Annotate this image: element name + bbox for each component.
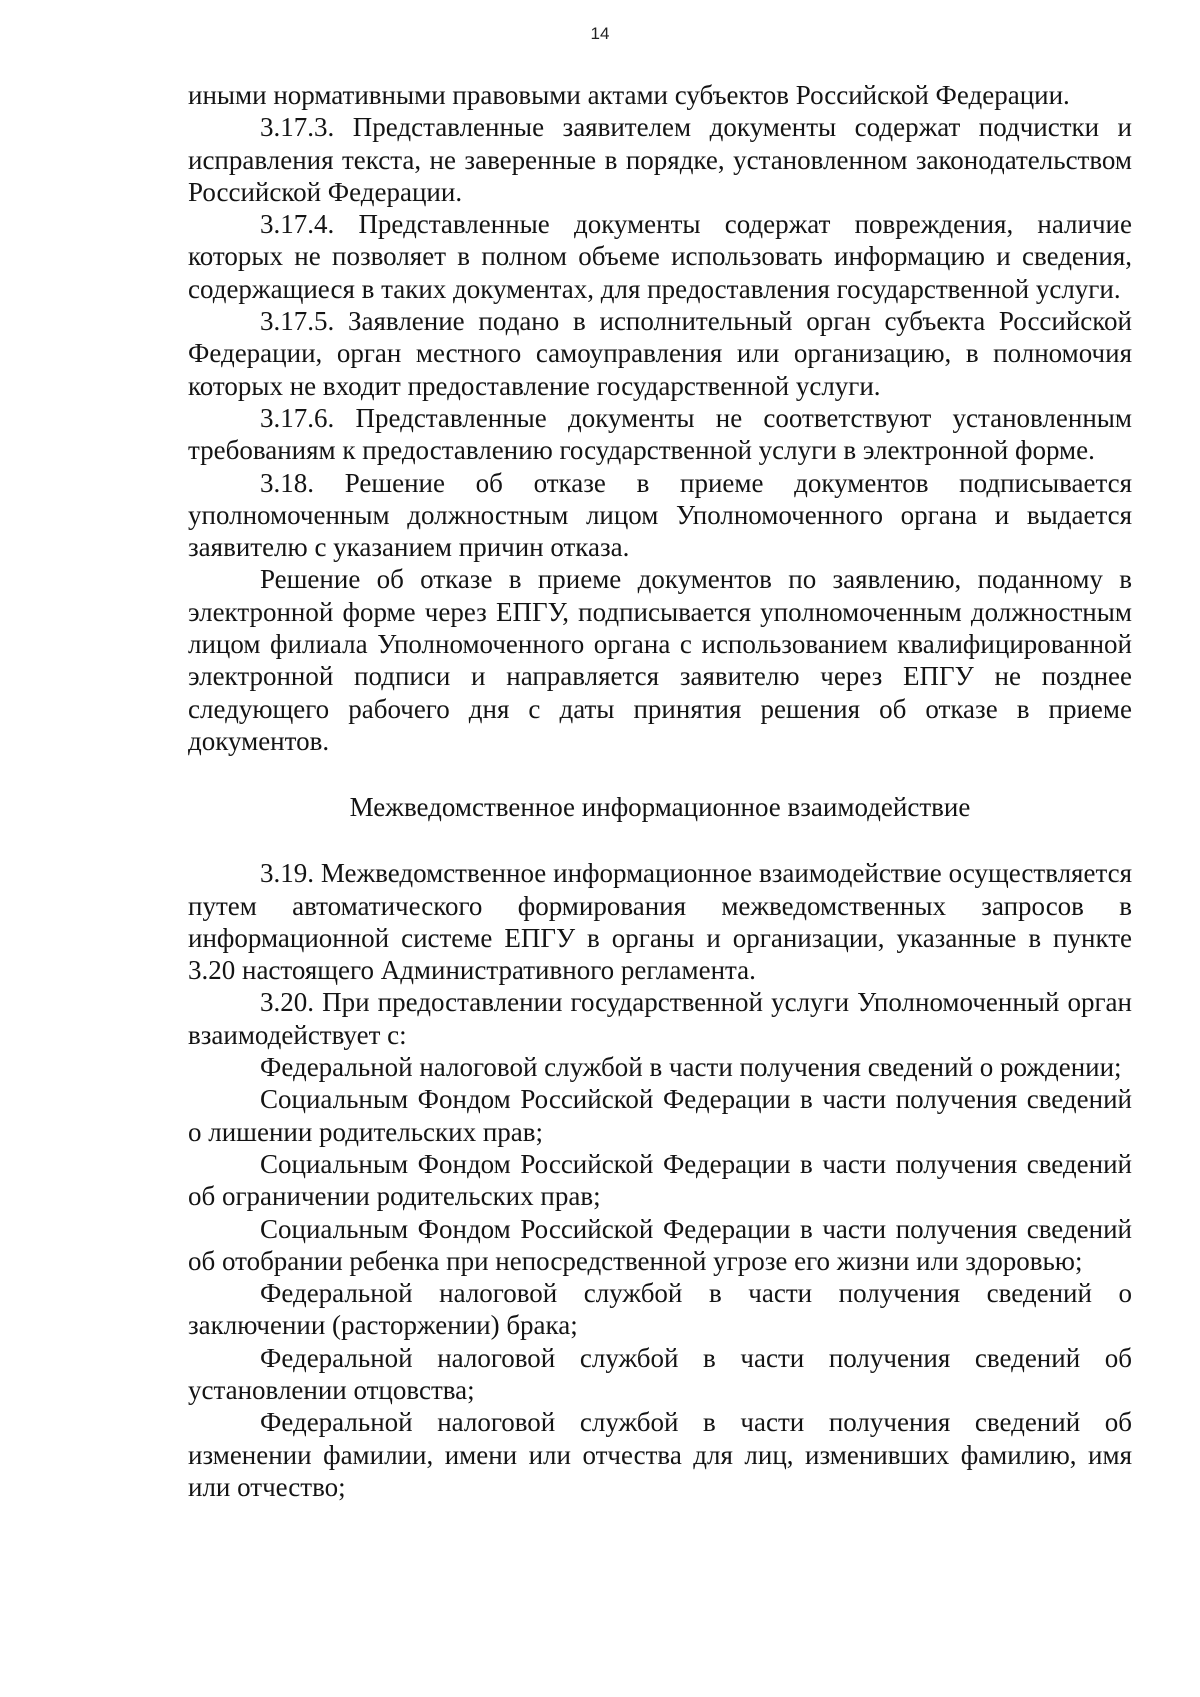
- paragraph-3-17-6: 3.17.6. Представленные документы не соответствуют установленным требованиям к предоставлению государственной услуги в электронной форме.: [188, 402, 1132, 466]
- paragraph-3-19: 3.19. Межведомственное информационное взаимодействие осуществляется путем автоматического формирования межведомственных запросов в информационной системе ЕПГУ в органы и организации, указанные в пункте 3.20 настоящего Административного регламента.: [188, 858, 1132, 986]
- list-item: Федеральной налоговой службой в части получения сведений о заключении (расторжении) брака;: [188, 1278, 1132, 1341]
- list-item: Социальным Фондом Российской Федерации в части получения сведений об ограничении родительских прав;: [188, 1148, 1132, 1212]
- page-number: 14: [590, 24, 610, 43]
- paragraph-3-20: 3.20. При предоставлении государственной услуги Уполномоченный орган взаимодействует с:: [188, 987, 1132, 1050]
- list-item: Федеральной налоговой службой в части получения сведений об установлении отцовства;: [188, 1342, 1132, 1405]
- list-item: Социальным Фондом Российской Федерации в части получения сведений об отобрании ребенка при непосредственной угрозе его жизни или здоровью;: [188, 1213, 1132, 1276]
- list-item: Федеральной налоговой службой в части получения сведений об изменении фамилии, имени или отчества для лиц, изменивших фамилию, имя или отчество;: [188, 1407, 1132, 1502]
- paragraph-3-18-epgu: Решение об отказе в приеме документов по заявлению, поданному в электронной форме через ЕПГУ, подписывается уполномоченным должностным лицом филиала Уполномоченного органа с использованием квалифицированной электронной подписи и направляется заявителю через ЕПГУ не позднее следующего рабочего дня с даты принятия решения об отказе в приеме документов.: [188, 564, 1132, 756]
- section-heading: Межведомственное информационное взаимодействие: [349, 792, 971, 823]
- paragraph-3-18: 3.18. Решение об отказе в приеме документов подписывается уполномоченным должностным лицом Уполномоченного органа и выдается заявителю с указанием причин отказа.: [188, 467, 1132, 563]
- list-item: Социальным Фондом Российской Федерации в части получения сведений о лишении родительских прав;: [188, 1084, 1132, 1147]
- list-item: Федеральной налоговой службой в части получения сведений о рождении;: [260, 1052, 1122, 1083]
- paragraph-3-17-3: 3.17.3. Представленные заявителем документы содержат подчистки и исправления текста, не заверенные в порядке, установленном законодательством Российской Федерации.: [188, 112, 1132, 207]
- document-body: [188, 79, 1132, 1503]
- paragraph: иными нормативными правовыми актами субъектов Российской Федерации.: [188, 80, 1070, 110]
- paragraph-3-17-4: 3.17.4. Представленные документы содержат повреждения, наличие которых не позволяет в полном объеме использовать информацию и сведения, содержащиеся в таких документах, для предоставления государственной услуги.: [188, 209, 1132, 304]
- paragraph-3-17-5: 3.17.5. Заявление подано в исполнительный орган субъекта Российской Федерации, орган местного самоуправления или организацию, в полномочия которых не входит предоставление государственной услуги.: [188, 306, 1132, 401]
